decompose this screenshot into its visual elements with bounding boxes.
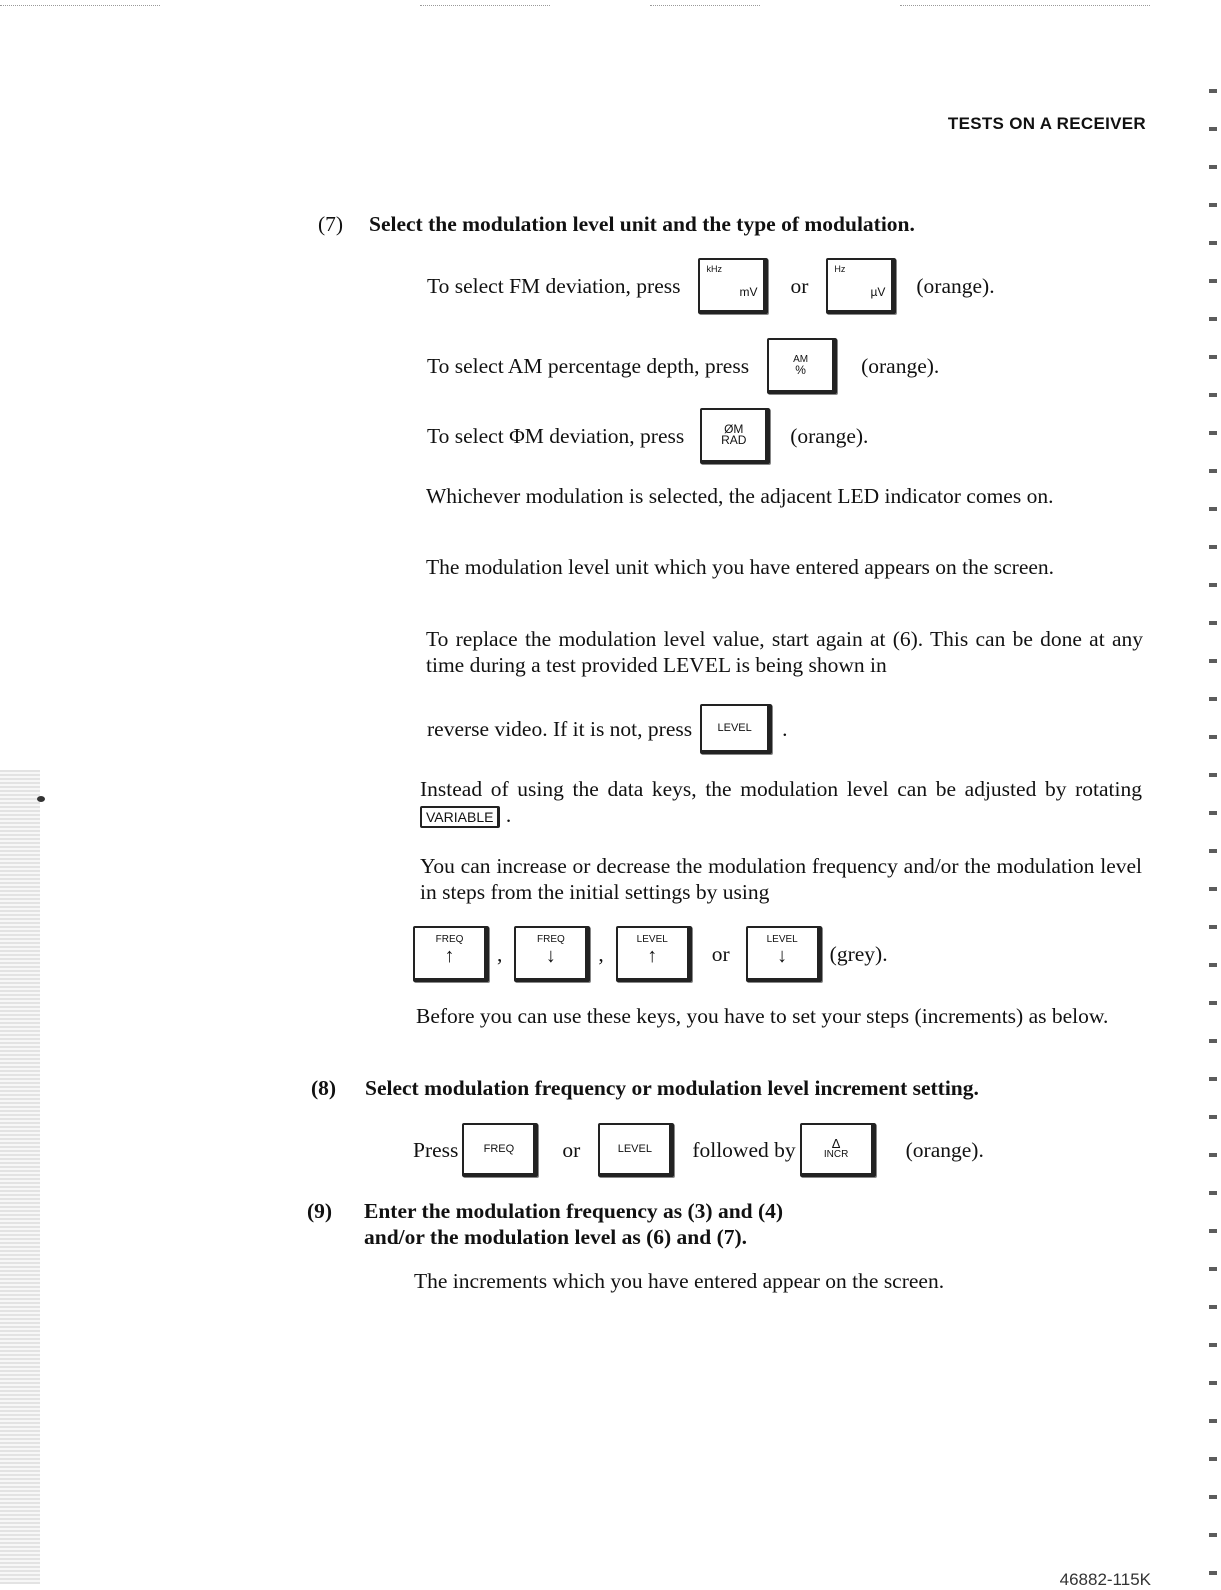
pm-text: To select ΦM deviation, press [427, 424, 685, 448]
variable-paragraph [420, 776, 1142, 828]
comma: , [497, 942, 503, 966]
orange-note: (orange). [861, 354, 940, 378]
key-label: LEVEL [766, 934, 798, 945]
press-text: Press [413, 1138, 459, 1162]
scan-edge-line [650, 5, 760, 6]
replace-paragraph: To replace the modulation level value, start again at (6). This can be done at any time during a test provided LEVEL is being shown in [426, 627, 1143, 677]
key-label-top: Hz [834, 264, 846, 274]
step-heading-text: Select modulation frequency or modulation level increment setting. [365, 1076, 979, 1100]
orange-note: (orange). [790, 424, 869, 448]
fm-text: To select FM deviation, press [427, 274, 681, 298]
pm-deviation-line [427, 408, 868, 464]
key-label: LEVEL [717, 721, 752, 734]
key-label: LEVEL [617, 1142, 652, 1155]
key-label-top: AM [793, 354, 809, 365]
comma: , [598, 942, 604, 966]
freq-down-key[interactable] [514, 926, 590, 982]
key-label: FREQ [536, 934, 565, 945]
step-9-paragraph: The increments which you have entered appear on the screen. [414, 1269, 945, 1293]
or-text: or [562, 1138, 581, 1162]
scan-edge-line [900, 5, 1150, 6]
step-heading-line-1: Enter the modulation frequency as (3) and (4) [364, 1199, 784, 1223]
variable-key[interactable]: VARIABLE [420, 806, 500, 828]
led-paragraph: Whichever modulation is selected, the adjacent LED indicator comes on. [426, 484, 1054, 508]
followed-by-text: followed by [692, 1138, 796, 1162]
key-label: FREQ [435, 934, 464, 945]
step-number: (7) [318, 212, 344, 236]
am-percent-key[interactable] [767, 338, 837, 394]
key-label-top: kHz [706, 264, 722, 274]
khz-mv-key[interactable] [698, 258, 768, 314]
period: . [782, 717, 788, 741]
scan-edge-line [420, 5, 550, 6]
incr-key[interactable] [800, 1123, 876, 1177]
key-label-bottom: % [795, 363, 806, 377]
arrow-up-icon: ↑ [647, 945, 658, 967]
document-code: 46882-115K [1059, 1570, 1151, 1589]
freq-up-key[interactable] [413, 926, 489, 982]
scan-margin-shadow [0, 770, 40, 1584]
or-text: or [790, 274, 809, 298]
variable-text: Instead of using the data keys, the modulation level can be adjusted by rotating [420, 777, 1142, 801]
key-label: INCR [823, 1149, 849, 1160]
am-text: To select AM percentage depth, press [427, 354, 750, 378]
step-heading-text: Select the modulation level unit and the type of modulation. [369, 212, 915, 236]
level-down-key[interactable] [746, 926, 822, 982]
key-label-bottom: µV [870, 285, 886, 299]
level-key[interactable] [598, 1123, 674, 1177]
key-label-top: ØM [724, 422, 744, 436]
orange-note: (orange). [916, 274, 995, 298]
arrow-down-icon: ↓ [777, 945, 788, 967]
punch-hole-mark [37, 796, 45, 802]
before-paragraph: Before you can use these keys, you have to set your steps (increments) as below. [416, 1004, 1109, 1028]
pm-rad-key[interactable] [700, 408, 770, 464]
level-up-key[interactable] [616, 926, 692, 982]
reverse-video-line [427, 702, 787, 756]
key-label: FREQ [483, 1142, 515, 1155]
fm-deviation-line [427, 258, 995, 314]
key-label-bottom: RAD [721, 433, 747, 447]
arrow-down-icon: ↓ [545, 945, 556, 967]
arrow-up-icon: ↑ [444, 945, 455, 967]
delta-icon: Δ [831, 1136, 841, 1151]
freq-key[interactable] [462, 1123, 538, 1177]
scan-binding-marks [1209, 55, 1217, 1584]
reverse-text: reverse video. If it is not, press [427, 717, 693, 741]
running-head: TESTS ON A RECEIVER [947, 114, 1146, 133]
step-number: (9) [307, 1199, 333, 1223]
orange-note: (orange). [905, 1138, 984, 1162]
step-heading-line-2: and/or the modulation level as (6) and (7). [364, 1225, 748, 1249]
increment-keys-line [413, 1122, 984, 1178]
scan-edge-line [0, 5, 160, 6]
increase-paragraph: You can increase or decrease the modulation frequency and/or the modulation level in steps from the initial settings by using [420, 854, 1142, 904]
period: . [505, 803, 512, 827]
level-key[interactable] [700, 704, 772, 754]
key-label-bottom: mV [739, 285, 758, 299]
or-text: or [711, 942, 730, 966]
unit-paragraph: The modulation level unit which you have entered appears on the screen. [426, 555, 1055, 579]
step-keys-line [413, 926, 888, 982]
grey-note: (grey). [829, 942, 888, 966]
hz-uv-key[interactable] [826, 258, 896, 314]
step-number: (8) [311, 1076, 337, 1100]
am-depth-line [427, 338, 939, 394]
key-label: LEVEL [636, 934, 668, 945]
